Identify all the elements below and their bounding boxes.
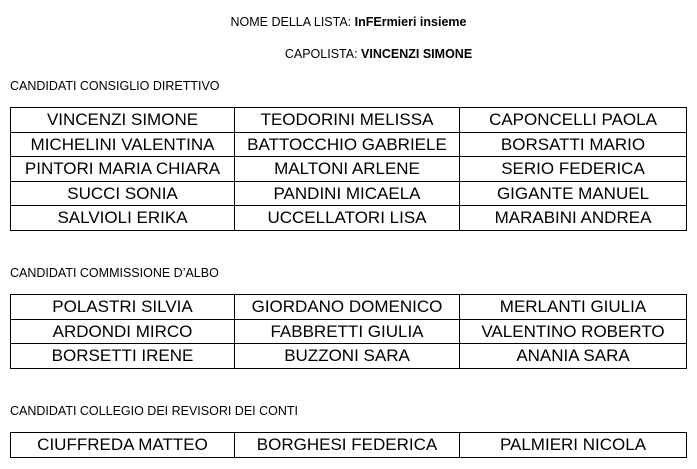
candidate-cell: MARABINI ANDREA bbox=[460, 206, 687, 231]
candidate-cell: VINCENZI SIMONE bbox=[11, 108, 235, 133]
table-row bbox=[11, 157, 687, 182]
candidate-cell: PANDINI MICAELA bbox=[235, 181, 460, 206]
candidate-cell: GIGANTE MANUEL bbox=[460, 181, 687, 206]
candidate-cell: GIORDANO DOMENICO bbox=[235, 295, 460, 320]
list-name-label: NOME DELLA LISTA: bbox=[230, 15, 355, 29]
table-row bbox=[11, 319, 687, 344]
candidates-table-consiglio-direttivo bbox=[10, 107, 687, 231]
candidate-cell: ANANIA SARA bbox=[460, 344, 687, 369]
table-row bbox=[11, 132, 687, 157]
candidate-cell: PINTORI MARIA CHIARA bbox=[11, 157, 235, 182]
candidate-cell: CAPONCELLI PAOLA bbox=[460, 108, 687, 133]
candidate-cell: VALENTINO ROBERTO bbox=[460, 319, 687, 344]
candidate-cell: CIUFFREDA MATTEO bbox=[11, 433, 235, 458]
candidate-cell: MICHELINI VALENTINA bbox=[11, 132, 235, 157]
list-name-value: InFErmieri insieme bbox=[354, 15, 467, 29]
candidate-cell: MERLANTI GIULIA bbox=[460, 295, 687, 320]
section-heading-commissione-albo: CANDIDATI COMMISSIONE D’ALBO bbox=[10, 266, 219, 280]
table-row bbox=[11, 344, 687, 369]
candidate-cell: UCCELLATORI LISA bbox=[235, 206, 460, 231]
capolista-value: VINCENZI SIMONE bbox=[361, 47, 473, 61]
candidate-cell: SUCCI SONIA bbox=[11, 181, 235, 206]
table-row bbox=[11, 108, 687, 133]
candidate-cell: BUZZONI SARA bbox=[235, 344, 460, 369]
candidate-cell: ARDONDI MIRCO bbox=[11, 319, 235, 344]
candidates-table-collegio-revisori bbox=[10, 432, 687, 458]
table-row bbox=[11, 433, 687, 458]
candidate-cell: SERIO FEDERICA bbox=[460, 157, 687, 182]
candidate-cell: TEODORINI MELISSA bbox=[235, 108, 460, 133]
candidate-cell: FABBRETTI GIULIA bbox=[235, 319, 460, 344]
section-heading-collegio-revisori: CANDIDATI COLLEGIO DEI REVISORI DEI CONTI bbox=[10, 404, 299, 418]
list-name-line bbox=[0, 16, 697, 29]
candidate-cell: PALMIERI NICOLA bbox=[460, 433, 687, 458]
candidate-cell: POLASTRI SILVIA bbox=[11, 295, 235, 320]
table-row bbox=[11, 181, 687, 206]
table-row bbox=[11, 206, 687, 231]
table-row bbox=[11, 295, 687, 320]
candidate-cell: SALVIOLI ERIKA bbox=[11, 206, 235, 231]
candidate-cell: BORSATTI MARIO bbox=[460, 132, 687, 157]
section-heading-consiglio-direttivo: CANDIDATI CONSIGLIO DIRETTIVO bbox=[10, 79, 220, 93]
candidate-cell: BATTOCCHIO GABRIELE bbox=[235, 132, 460, 157]
capolista-line bbox=[30, 48, 697, 61]
candidate-cell: BORSETTI IRENE bbox=[11, 344, 235, 369]
candidate-cell: BORGHESI FEDERICA bbox=[235, 433, 460, 458]
candidates-table-commissione-albo bbox=[10, 294, 687, 369]
candidate-cell: MALTONI ARLENE bbox=[235, 157, 460, 182]
capolista-label: CAPOLISTA: bbox=[284, 47, 362, 61]
